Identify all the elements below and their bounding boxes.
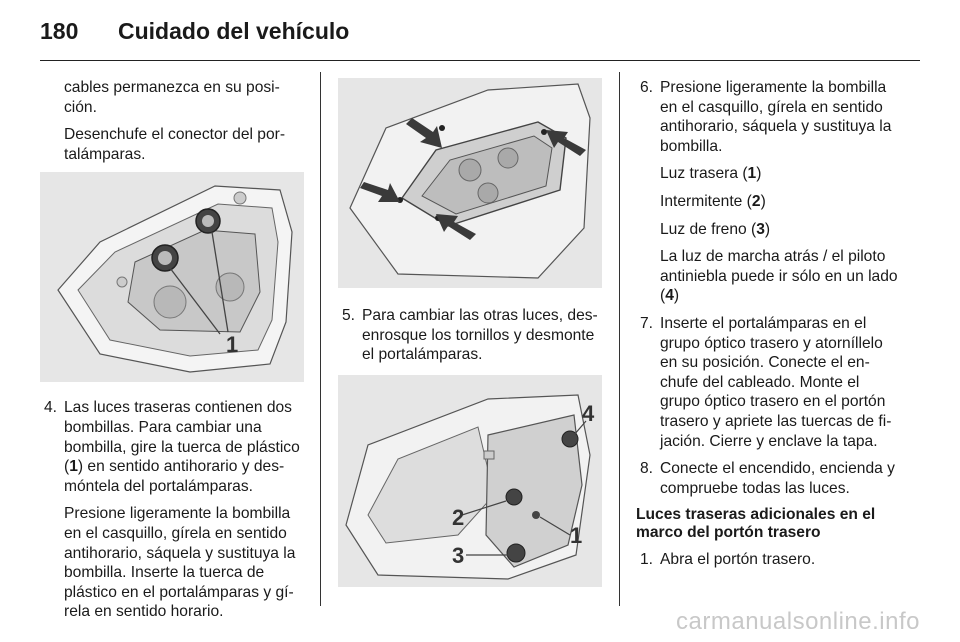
bulb-brake-light-label: Luz de freno ( <box>660 220 757 238</box>
header-rule <box>40 60 920 61</box>
step-8-number: 8. <box>640 460 654 478</box>
bulb-tail-light-close: ) <box>756 165 762 183</box>
figure-3-callout-3: 3 <box>452 542 465 568</box>
bulb-turn-signal <box>636 192 900 212</box>
bulb-turn-signal-label: Intermitente ( <box>660 192 752 210</box>
step-4-text-a: Las luces traseras contienen dos bombillas. Para cambiar una bombilla, gire la tuerca de plástico ( <box>64 399 300 476</box>
column-1 <box>40 78 304 630</box>
column-divider-left <box>320 72 321 606</box>
bulb-brake-light <box>636 220 900 240</box>
bulb-reverse-fog-ref: 4 <box>665 287 674 305</box>
continued-paragraph-2: Desenchufe el conector del por-talámparas. <box>64 126 286 163</box>
additional-step-1 <box>636 550 900 570</box>
page-number: 180 <box>40 18 79 44</box>
step-6 <box>636 78 900 156</box>
step-4-ref-1: 1 <box>69 458 78 476</box>
column-2 <box>338 78 604 603</box>
bulb-tail-light <box>636 164 900 184</box>
bulb-turn-signal-ref: 2 <box>751 192 761 210</box>
step-7-text: Inserte el portalámparas en el grupo óptico trasero y atorníllelo en su posición. Conecte el en-chufe del cableado. Monte el grupo óptico trasero en el portón trasero y apriete las tuercas de fi-jación. Cierre y enclave la tapa. <box>660 314 892 450</box>
figure-bulb-positions <box>338 375 602 587</box>
figure-1-callout-1: 1 <box>226 332 239 358</box>
figure-bulbholder-screws <box>338 78 602 288</box>
additional-step-1-text: Abra el portón trasero. <box>660 551 816 569</box>
additional-step-1-number: 1. <box>640 551 654 569</box>
step-5-text: Para cambiar las otras luces, des-enrosque los tornillos y desmonte el portalámparas. <box>362 307 598 364</box>
step-4-number: 4. <box>44 399 58 417</box>
bulb-turn-signal-close: ) <box>760 192 766 210</box>
step-5-number: 5. <box>342 307 356 324</box>
column-3 <box>636 78 900 578</box>
chapter-title: Cuidado del vehículo <box>118 18 350 44</box>
step-4-paragraph-2: Presione ligeramente la bombilla en el casquillo, gírela en sentido antihorario, sáquela y sustituya la bombilla. Inserte la tuerca de plástico en el portalámparas y gí-rela en sentido horario. <box>64 505 296 621</box>
step-5 <box>338 306 604 365</box>
step-6-number: 6. <box>640 79 654 96</box>
bulb-reverse-fog <box>636 247 900 306</box>
bulb-reverse-fog-label: La luz de marcha atrás / el piloto antiniebla puede ir sólo en un lado ( <box>660 248 898 305</box>
taillight-illustration-1 <box>40 172 304 382</box>
bulb-tail-light-ref: 1 <box>747 165 757 183</box>
taillight-illustration-3 <box>338 375 602 587</box>
bulb-reverse-fog-close: ) <box>673 287 680 305</box>
page-header <box>0 0 960 62</box>
section-heading: Luces traseras adicionales en el marco del portón trasero <box>636 506 876 542</box>
continued-paragraph-1: cables permanezca en su posi-ción. <box>64 79 280 116</box>
step-7 <box>636 314 900 451</box>
figure-3-callout-4: 4 <box>582 400 595 426</box>
figure-3-callout-1: 1 <box>570 522 583 548</box>
column-divider-right <box>619 72 620 606</box>
step-7-number: 7. <box>640 314 654 332</box>
figure-taillight-nuts <box>40 172 304 382</box>
watermark: carmanualsonline.info <box>676 608 920 635</box>
bulb-brake-light-close: ) <box>764 220 771 238</box>
step-6-text: Presione ligeramente la bombilla en el casquillo, gírela en sentido antihorario, sáquela y sustituya la bombilla. <box>660 79 892 155</box>
step-4-text-b: ) en sentido antihorario y des-móntela del portalámparas. <box>64 458 285 495</box>
step-4 <box>40 398 304 496</box>
bulb-tail-light-label: Luz trasera ( <box>660 165 748 183</box>
step-8 <box>636 459 900 498</box>
taillight-illustration-2 <box>338 78 602 288</box>
step-8-text: Conecte el encendido, encienda y compruebe todas las luces. <box>660 460 895 497</box>
bulb-brake-light-ref: 3 <box>756 220 765 238</box>
figure-3-callout-2: 2 <box>452 504 465 530</box>
